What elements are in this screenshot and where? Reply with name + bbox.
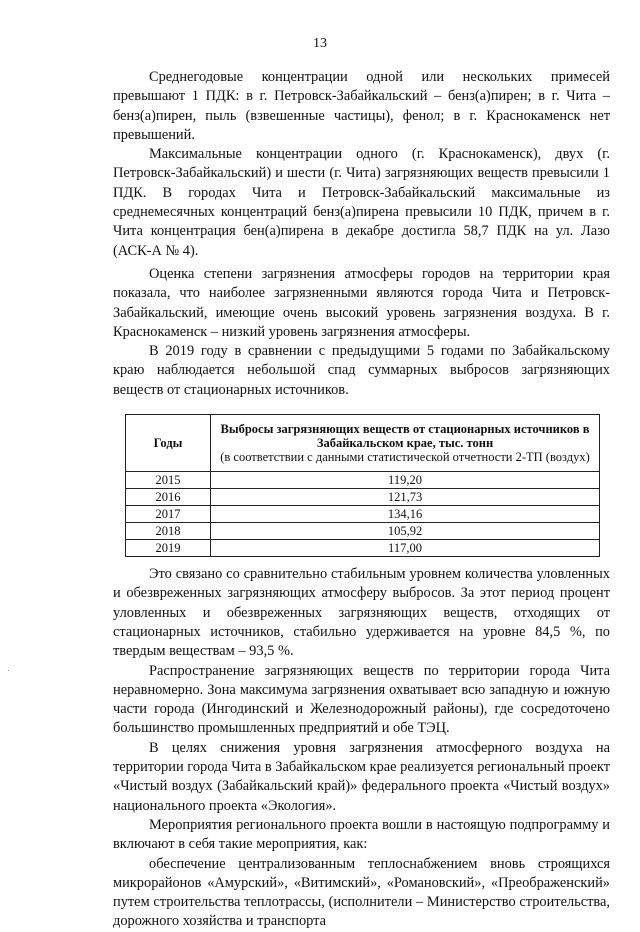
table-row xyxy=(126,472,600,489)
cell-value: 121,73 xyxy=(211,489,600,506)
table-row xyxy=(126,506,600,523)
emissions-table xyxy=(125,414,600,557)
paragraph: Максимальные концентрации одного (г. Краснокаменск), двух (г. Петровск-Забайкальский) и шести (г. Чита) загрязняющих веществ превысили 1 ПДК. В городах Чита и Петровск-Забайкальский максимальные из среднемесячных концентраций бенз(а)пирена превысили 10 ПДК, причем в г. Чита концентрация бен(а)пирена в декабре достигла 58,7 ПДК на ул. Лазо (АСК-А № 4). xyxy=(113,146,610,259)
table-row xyxy=(126,489,600,506)
header-emissions-title: Выбросы загрязняющих веществ от стационарных источников в Забайкальском крае, тыс. тонн xyxy=(220,422,590,451)
paragraph: Мероприятия регионального проекта вошли в настоящую подпрограмму и включают в себя такие мероприятия, как: xyxy=(113,816,610,853)
paragraph: В 2019 году в сравнении с предыдущими 5 годами по Забайкальскому краю наблюдается небольшой спад суммарных выбросов загрязняющих веществ от стационарных источников. xyxy=(113,343,610,398)
header-emissions-note: (в соответствии с данными статистической отчетности 2-ТП (воздух) xyxy=(220,450,590,465)
cell-value: 119,20 xyxy=(211,472,600,489)
paragraph: обеспечение централизованным теплоснабжением вновь строящихся микрорайонов «Амурский», «Витимский», «Романовский», «Преображенский» путем строительства теплотрассы, (исполнители – Министерство строительства, дорожного хозяйства и транспорта xyxy=(113,855,610,930)
table-row xyxy=(126,523,600,540)
scan-speck xyxy=(8,670,9,671)
paragraph: В целях снижения уровня загрязнения атмосферного воздуха на территории города Чита в Забайкальском крае реализуется региональный проект «Чистый воздух (Забайкальский край)» федерального проекта «Чистый воздух» национального проекта «Экология». xyxy=(113,739,610,814)
cell-value: 134,16 xyxy=(211,506,600,523)
paragraph: Оценка степени загрязнения атмосферы городов на территории края показала, что наиболее загрязненными являются города Чита и Петровск-Забайкальский, имеющие очень высокий уровень загрязнения воздуха. В г. Краснокаменск – низкий уровень загрязнения атмосферы. xyxy=(113,265,610,340)
paragraph: Среднегодовые концентрации одной или нескольких примесей превышают 1 ПДК: в г. Петровск-Забайкальский – бенз(а)пирен; в г. Чита – бенз(а)пирен, пыль (взвешенные частицы), фенол; в г. Краснокаменск нет превышений. xyxy=(113,69,610,143)
paragraph: Распространение загрязняющих веществ по территории города Чита неравномерно. Зона максимума загрязнения охватывает всю западную и южную части города (Ингодинский и Железнодорожный районы), где сосредоточено большинство промышленных предприятий и обе ТЭЦ. xyxy=(113,662,610,737)
header-years: Годы xyxy=(126,415,211,472)
header-emissions xyxy=(211,415,600,472)
cell-year: 2015 xyxy=(126,472,211,489)
page-number: 13 xyxy=(313,36,327,51)
cell-year: 2019 xyxy=(126,540,211,557)
cell-value: 117,00 xyxy=(211,540,600,557)
cell-year: 2018 xyxy=(126,523,211,540)
table-row xyxy=(126,540,600,557)
cell-value: 105,92 xyxy=(211,523,600,540)
cell-year: 2017 xyxy=(126,506,211,523)
table-header-row xyxy=(126,415,600,472)
cell-year: 2016 xyxy=(126,489,211,506)
page-content xyxy=(113,68,610,932)
paragraph: Это связано со сравнительно стабильным уровнем количества уловленных и обезвреженных загрязняющих атмосферу выбросов. За этот период процент уловленных и обезвреженных загрязняющих веществ, отходящих от стационарных источников, стабильно удерживается на уровне 84,5 %, по твердым веществам – 93,5 %. xyxy=(113,566,610,660)
